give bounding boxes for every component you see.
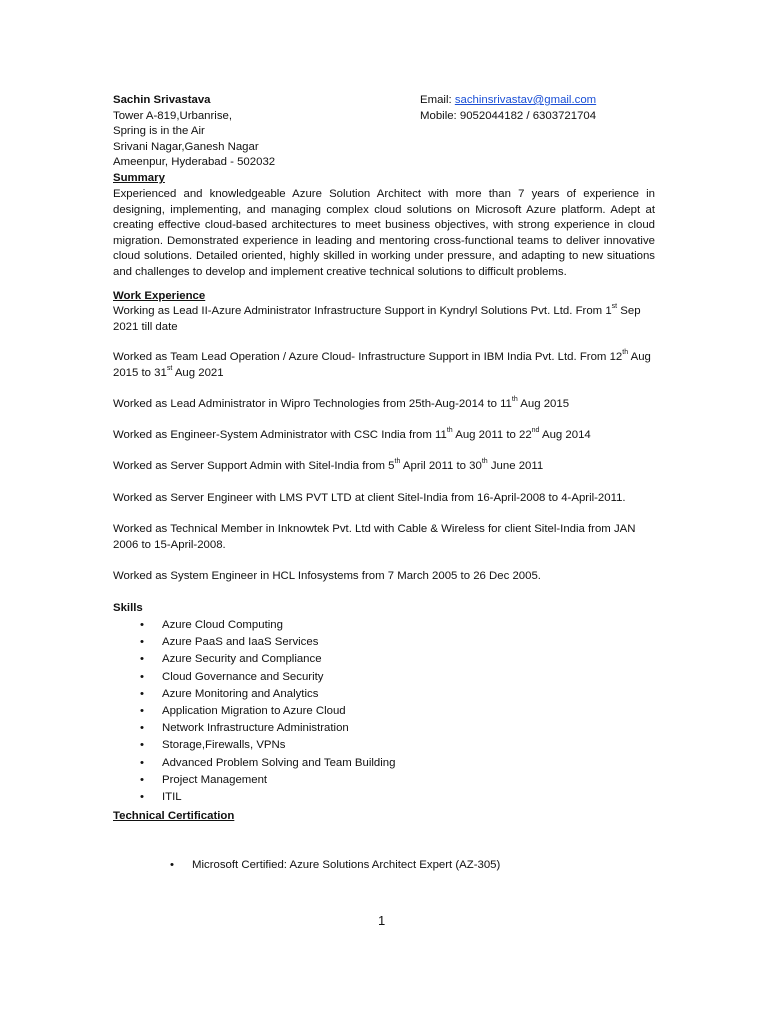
certification-label: Microsoft Certified: Azure Solutions Architect Expert (AZ-305) <box>192 859 501 871</box>
summary-heading: Summary <box>113 172 165 184</box>
bullet-icon: • <box>140 756 144 769</box>
experience-text: Worked as Technical Member in Inknowtek Pvt. Ltd with Cable & Wireless for client Sitel-India from JAN 2006 to 15-April-2008. <box>113 523 636 551</box>
skill-item <box>113 773 395 790</box>
bullet-icon: • <box>140 704 144 717</box>
skill-label: Azure PaaS and IaaS Services <box>162 636 319 649</box>
experience-entry <box>113 397 658 413</box>
certification-item <box>113 858 500 874</box>
ordinal-suffix: st <box>166 364 173 372</box>
experience-text: Worked as System Engineer in HCL Infosystems from 7 March 2005 to 26 Dec 2005. <box>113 570 541 582</box>
skill-item <box>113 704 395 721</box>
bullet-icon: • <box>140 653 144 666</box>
skill-item <box>113 652 395 669</box>
skill-item <box>113 618 395 635</box>
bullet-icon: • <box>140 670 144 683</box>
skill-item <box>113 670 395 687</box>
skill-item <box>113 721 395 738</box>
mobile-line: Mobile: 9052044182 / 6303721704 <box>420 109 597 122</box>
skill-item <box>113 790 395 807</box>
experience-entry <box>113 491 658 507</box>
skill-item <box>113 687 395 704</box>
experience-text: Aug 2014 <box>539 429 591 441</box>
bullet-icon: • <box>140 790 144 803</box>
skills-heading: Skills <box>113 602 143 614</box>
email-label: Email: <box>420 94 455 106</box>
bullet-icon: • <box>140 636 144 649</box>
experience-text: Worked as Engineer-System Administrator with CSC India from 11 <box>113 429 447 441</box>
skills-list <box>113 618 395 807</box>
experience-entry <box>113 459 658 475</box>
skill-label: Cloud Governance and Security <box>162 670 324 683</box>
experience-text: Worked as Team Lead Operation / Azure Cloud- Infrastructure Support in IBM India Pvt. Ltd. From 12 <box>113 351 623 363</box>
experience-text: Worked as Server Support Admin with Sitel-India from 5 <box>113 460 395 472</box>
bullet-icon: • <box>140 722 144 735</box>
bullet-icon: • <box>140 619 144 631</box>
experience-text: Aug 2015 <box>517 398 570 410</box>
bullet-icon: • <box>170 859 174 871</box>
contact-address-block <box>113 93 393 171</box>
ordinal-suffix: st <box>611 303 618 311</box>
page-number: 1 <box>378 913 386 928</box>
experience-entry <box>113 304 658 335</box>
ordinal-suffix: th <box>481 458 488 466</box>
email-link[interactable]: sachinsrivastav@gmail.com <box>454 94 597 106</box>
skill-label: Azure Security and Compliance <box>162 653 322 666</box>
experience-text: Working as Lead II-Azure Administrator Infrastructure Support in Kyndryl Solutions Pvt. Ltd. From 1 <box>113 305 612 317</box>
skill-label: Advanced Problem Solving and Team Building <box>162 756 396 769</box>
experience-entry <box>113 350 658 381</box>
skill-label: Azure Monitoring and Analytics <box>162 687 319 700</box>
address-line: Tower A-819,Urbanrise, <box>113 109 233 122</box>
experience-entry <box>113 569 658 585</box>
ordinal-suffix: nd <box>531 427 540 435</box>
experience-text: Aug 2011 to 22 <box>452 429 532 441</box>
experience-text: Sep 2021 till date <box>113 305 641 333</box>
experience-text: Worked as Server Engineer with LMS PVT LTD at client Sitel-India from 16-April-2008 to 4-April-2011. <box>113 492 626 504</box>
ordinal-suffix: th <box>394 458 401 466</box>
contact-details-block <box>420 93 720 124</box>
ordinal-suffix: th <box>622 349 629 357</box>
experience-text: Worked as Lead Administrator in Wipro Technologies from 25th-Aug-2014 to 11 <box>113 398 512 410</box>
address-line: Spring is in the Air <box>113 125 205 138</box>
bullet-icon: • <box>140 773 144 786</box>
address-line: Srivani Nagar,Ganesh Nagar <box>113 140 259 153</box>
address-line: Ameenpur, Hyderabad - 502032 <box>113 156 276 169</box>
experience-text: June 2011 <box>487 460 544 472</box>
certification-list <box>113 858 500 874</box>
skill-label: Storage,Firewalls, VPNs <box>162 739 286 752</box>
email-line <box>420 93 720 109</box>
experience-text: April 2011 to 30 <box>400 460 482 472</box>
skill-label: Application Migration to Azure Cloud <box>162 704 346 717</box>
ordinal-suffix: th <box>446 427 453 435</box>
certification-heading: Technical Certification <box>113 810 235 822</box>
experience-entry <box>113 522 658 553</box>
skill-label: ITIL <box>162 790 182 803</box>
bullet-icon: • <box>140 739 144 752</box>
work-experience-heading: Work Experience <box>113 290 206 302</box>
experience-text: Aug 2021 <box>172 366 224 379</box>
skill-item <box>113 635 395 652</box>
skill-label: Azure Cloud Computing <box>162 619 283 631</box>
skill-label: Network Infrastructure Administration <box>162 722 349 735</box>
experience-entry <box>113 428 658 444</box>
skill-item <box>113 738 395 755</box>
bullet-icon: • <box>140 687 144 700</box>
skill-label: Project Management <box>162 773 268 786</box>
skill-item <box>113 756 395 773</box>
ordinal-suffix: th <box>511 396 518 404</box>
summary-paragraph: Experienced and knowledgeable Azure Solution Architect with more than 7 years of experience in designing, implementing, and managing complex cloud solutions on Microsoft Azure platform. Adept at creating effective cloud-based architectures to meet business objectives, with strong experience in cloud migration. Demonstrated experience in leading and mentoring cross-functional teams to deliver innovative cloud solutions. Detailed oriented, highly skilled in working under pressure, and adapting to new situations and challenges to develop and implement creative technical solutions to difficult problems. <box>113 188 655 278</box>
candidate-name: Sachin Srivastava <box>113 94 211 106</box>
experience-text: Aug 2015 to 31 <box>113 351 651 379</box>
